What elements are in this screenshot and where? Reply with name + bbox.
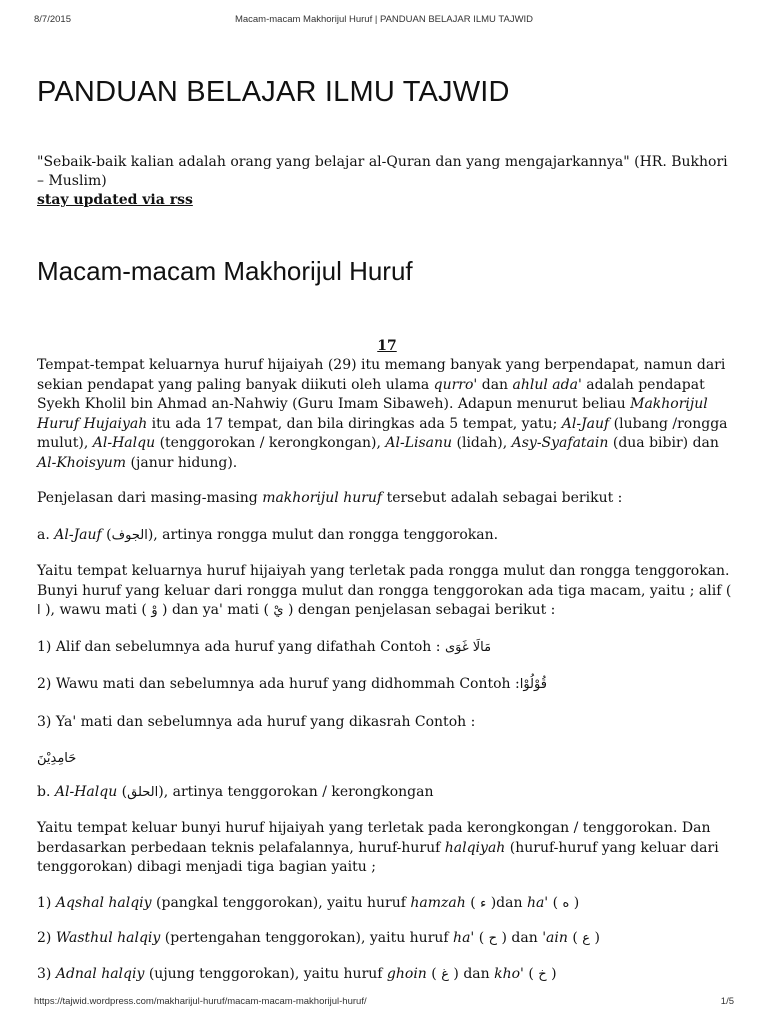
example-item-ya-arabic: حَامِدِيْنَ: [37, 751, 77, 766]
print-header: [34, 14, 734, 28]
rss-link[interactable]: stay updated via rss: [37, 192, 193, 208]
site-title[interactable]: PANDUAN BELAJAR ILMU TAJWID: [37, 76, 510, 108]
example-item-ya: 3) Ya' mati dan sebelumnya ada huruf yang dikasrah Contoh :: [37, 713, 476, 730]
print-page-number: 1/5: [720, 996, 734, 1007]
halqu-heading: b. Al-Halqu (الحلق), artinya tenggorokan / kerongkongan: [37, 783, 434, 800]
halqu-sub-wasthul: 2) Wasthul halqiy (pertengahan tenggorokan), yaitu huruf ha' ( ح ) dan 'ain ( ع ): [37, 930, 600, 946]
print-date: 8/7/2015: [34, 14, 71, 25]
halqu-sub-adnal: 3) Adnal halqiy (ujung tenggorokan), yaitu huruf ghoin ( غ ) dan kho' ( خ ): [37, 965, 557, 982]
penjelasan-paragraph: Penjelasan dari masing-masing makhorijul huruf tersebut adalah sebagai berikut :: [37, 490, 623, 506]
halqu-description: Yaitu tempat keluar bunyi huruf hijaiyah yang terletak pada kerongkongan / tenggorokan. Dan berdasarkan perbedaan teknis pelafalannya, huruf-huruf halqiyah (huruf-huruf yang keluar dari tenggorokan) dibagi menjadi tiga bagian yaitu ;: [37, 820, 719, 875]
jauf-heading: a. Al-Jauf (الجوف), artinya rongga mulut dan rongga tenggorokan.: [37, 526, 499, 543]
print-page-title: Macam-macam Makhorijul Huruf | PANDUAN BELAJAR ILMU TAJWID: [234, 14, 534, 25]
post-title[interactable]: Macam-macam Makhorijul Huruf: [37, 256, 413, 286]
site-tagline: "Sebaik-baik kalian adalah orang yang belajar al-Quran dan yang mengajarkannya" (HR. Bukhori – Muslim) stay updated via rss: [37, 154, 728, 208]
halqu-sub-aqshal: 1) Aqshal halqiy (pangkal tenggorokan), yaitu huruf hamzah ( ء )dan ha' ( ه ): [37, 894, 580, 911]
page-content: [37, 72, 737, 984]
number-heading: 17: [377, 338, 397, 354]
example-item-alif: 1) Alif dan sebelumnya ada huruf yang difathah Contoh : مَالَا غَوَى: [37, 638, 492, 655]
jauf-description: Yaitu tempat keluarnya huruf hijaiyah yang terletak pada rongga mulut dan rongga tenggorokan. Bunyi huruf yang keluar dari rongga mulut dan rongga tenggorokan ada tiga macam, yaitu ; alif ( ا ), wawu mati ( وْ ) dan ya' mati ( يْ ) dengan penjelasan sebagai berikut :: [37, 563, 732, 618]
intro-paragraph: Tempat-tempat keluarnya huruf hijaiyah (29) itu memang banyak yang berpendapat, namun dari sekian pendapat yang paling banyak diikuti oleh ulama qurro' dan ahlul ada' adalah pendapat Syekh Kholil bin Ahmad an-Nahwiy (Guru Imam Sibaweh). Adapun menurut beliau Makhorijul Huruf Hujaiyah itu ada 17 tempat, dan bila diringkas ada 5 tempat, yatu; Al-Jauf (lubang /rongga mulut), Al-Halqu (tenggorokan / kerongkongan), Al-Lisanu (lidah), Asy-Syafatain (dua bibir) dan Al-Khoisyum (janur hidung).: [37, 357, 728, 471]
print-url: https://tajwid.wordpress.com/makharijul-huruf/macam-macam-makhorijul-huruf/: [34, 996, 367, 1007]
print-footer: [34, 996, 734, 1010]
example-item-wawu: 2) Wawu mati dan sebelumnya ada huruf yang didhommah Contoh :قُوْلُوْا: [37, 676, 547, 692]
